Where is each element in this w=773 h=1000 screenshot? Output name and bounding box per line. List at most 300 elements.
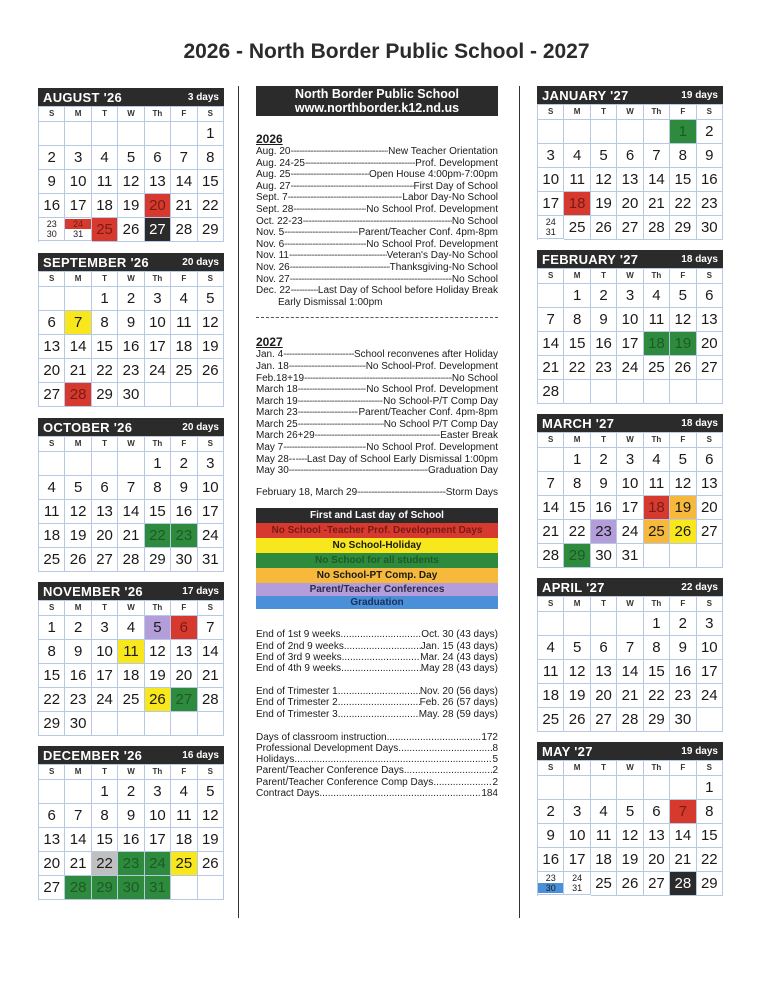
day-cell[interactable]: 28 [171,218,197,242]
day-cell[interactable]: 11 [171,311,197,335]
day-cell[interactable]: 7 [65,311,91,335]
day-cell[interactable]: 9 [538,824,564,848]
day-cell[interactable]: 10 [617,308,643,332]
day-cell[interactable]: 4 [644,284,670,308]
day-cell[interactable]: 30 [65,712,91,736]
day-cell[interactable]: 29 [644,708,670,732]
day-cell[interactable]: 25 [644,520,670,544]
day-cell[interactable]: 2 [118,780,144,804]
day-cell[interactable]: 5 [617,800,643,824]
day-cell[interactable]: 13 [591,660,617,684]
day-cell[interactable]: 9 [670,636,696,660]
day-cell[interactable]: 26 [564,708,590,732]
day-cell[interactable]: 13 [39,828,65,852]
day-cell[interactable]: 18 [644,496,670,520]
day-cell[interactable]: 16 [697,168,723,192]
day-cell[interactable]: 20 [644,848,670,872]
day-cell[interactable]: 24 [145,359,171,383]
day-cell[interactable]: 30 [591,544,617,568]
day-cell[interactable] [65,218,91,241]
day-cell[interactable]: 3 [617,448,643,472]
day-cell[interactable]: 3 [145,780,171,804]
day-cell[interactable]: 7 [538,472,564,496]
day-cell[interactable]: 3 [145,287,171,311]
day-cell[interactable]: 11 [538,660,564,684]
day-cell[interactable]: 14 [65,335,91,359]
day-cell[interactable]: 6 [39,804,65,828]
day-cell[interactable]: 14 [538,496,564,520]
day-cell[interactable]: 1 [92,780,118,804]
day-cell[interactable]: 5 [198,780,224,804]
day-cell[interactable]: 17 [65,194,91,218]
day-cell[interactable]: 27 [92,548,118,572]
day-cell[interactable]: 19 [118,194,144,218]
day-cell[interactable]: 6 [92,476,118,500]
day-cell[interactable]: 27 [145,218,171,242]
day-cell[interactable]: 8 [198,146,224,170]
day-cell[interactable]: 15 [670,168,696,192]
day-cell[interactable]: 23 [591,520,617,544]
day-cell[interactable]: 4 [591,800,617,824]
day-cell[interactable]: 4 [564,144,590,168]
day-cell[interactable]: 30 [118,876,144,900]
day-cell[interactable]: 13 [697,308,723,332]
day-cell[interactable]: 16 [538,848,564,872]
day-cell[interactable]: 19 [670,496,696,520]
day-cell[interactable]: 1 [198,122,224,146]
day-cell[interactable]: 17 [617,496,643,520]
day-cell[interactable]: 1 [145,452,171,476]
day-cell[interactable]: 28 [198,688,224,712]
day-cell[interactable]: 22 [92,359,118,383]
day-cell[interactable]: 15 [145,500,171,524]
day-cell[interactable]: 25 [118,688,144,712]
day-cell[interactable]: 16 [591,496,617,520]
day-cell[interactable]: 21 [538,520,564,544]
day-cell[interactable]: 23 [670,684,696,708]
day-cell[interactable]: 1 [644,612,670,636]
day-cell[interactable]: 27 [644,872,670,896]
day-cell[interactable]: 21 [538,356,564,380]
day-cell[interactable]: 26 [198,852,224,876]
day-cell[interactable]: 8 [670,144,696,168]
day-cell[interactable]: 11 [171,804,197,828]
day-cell[interactable]: 10 [617,472,643,496]
day-cell[interactable]: 28 [65,383,91,407]
day-cell[interactable]: 20 [145,194,171,218]
day-cell[interactable]: 19 [617,848,643,872]
day-cell[interactable]: 19 [564,684,590,708]
day-cell[interactable]: 10 [92,640,118,664]
day-cell[interactable]: 27 [617,216,643,240]
day-cell[interactable]: 23 [118,359,144,383]
day-cell[interactable]: 29 [697,872,723,896]
day-cell[interactable]: 29 [198,218,224,242]
day-cell[interactable]: 7 [171,146,197,170]
day-cell[interactable]: 2 [591,448,617,472]
day-cell[interactable]: 9 [39,170,65,194]
day-cell[interactable]: 29 [39,712,65,736]
day-cell[interactable]: 18 [564,192,590,216]
day-cell[interactable]: 15 [92,335,118,359]
day-cell[interactable]: 3 [538,144,564,168]
day-cell[interactable]: 17 [145,335,171,359]
day-cell[interactable]: 20 [92,524,118,548]
day-cell[interactable]: 27 [39,383,65,407]
day-cell[interactable]: 20 [39,852,65,876]
day-cell[interactable] [564,872,590,895]
day-cell[interactable]: 14 [65,828,91,852]
day-cell[interactable]: 23 [65,688,91,712]
day-cell[interactable]: 1 [564,448,590,472]
day-cell[interactable]: 22 [564,520,590,544]
day-cell[interactable]: 24 [617,356,643,380]
day-cell[interactable]: 26 [670,356,696,380]
day-cell[interactable]: 15 [92,828,118,852]
day-cell[interactable]: 24 [92,688,118,712]
day-cell[interactable]: 28 [617,708,643,732]
day-cell[interactable]: 24 [617,520,643,544]
day-cell[interactable]: 18 [644,332,670,356]
day-cell[interactable]: 5 [591,144,617,168]
day-cell[interactable]: 11 [591,824,617,848]
day-cell[interactable]: 7 [198,616,224,640]
day-cell[interactable]: 6 [697,284,723,308]
day-cell[interactable]: 30 [670,708,696,732]
day-cell[interactable]: 13 [617,168,643,192]
day-cell[interactable]: 17 [538,192,564,216]
day-cell[interactable]: 25 [92,218,118,242]
day-cell[interactable]: 8 [92,804,118,828]
day-cell[interactable]: 10 [65,170,91,194]
day-cell[interactable]: 20 [171,664,197,688]
day-cell[interactable]: 17 [617,332,643,356]
day-cell[interactable]: 16 [591,332,617,356]
day-cell[interactable]: 28 [670,872,696,896]
day-cell[interactable]: 30 [697,216,723,240]
day-cell[interactable]: 2 [591,284,617,308]
day-cell[interactable]: 11 [39,500,65,524]
day-cell[interactable]: 1 [564,284,590,308]
day-cell[interactable]: 8 [564,308,590,332]
day-cell[interactable]: 3 [617,284,643,308]
day-cell[interactable]: 31 [198,548,224,572]
day-cell[interactable]: 25 [171,852,197,876]
day-cell[interactable]: 2 [65,616,91,640]
day-cell[interactable]: 11 [118,640,144,664]
day-cell[interactable]: 21 [198,664,224,688]
day-cell[interactable]: 18 [39,524,65,548]
day-cell[interactable]: 9 [171,476,197,500]
day-cell[interactable]: 18 [118,664,144,688]
day-cell[interactable]: 23 [118,852,144,876]
day-cell[interactable]: 30 [118,383,144,407]
day-cell[interactable]: 1 [92,287,118,311]
day-cell[interactable]: 28 [65,876,91,900]
day-cell[interactable]: 4 [118,616,144,640]
day-cell[interactable]: 9 [118,804,144,828]
day-cell[interactable]: 8 [644,636,670,660]
day-cell[interactable]: 26 [670,520,696,544]
day-cell[interactable]: 5 [564,636,590,660]
day-cell[interactable]: 10 [145,311,171,335]
day-cell[interactable]: 17 [145,828,171,852]
day-cell[interactable]: 4 [171,287,197,311]
day-cell[interactable]: 17 [198,500,224,524]
day-cell[interactable]: 2 [538,800,564,824]
day-cell[interactable]: 25 [564,216,590,240]
day-cell[interactable]: 22 [92,852,118,876]
day-cell[interactable]: 22 [39,688,65,712]
day-cell[interactable]: 22 [644,684,670,708]
day-cell[interactable]: 31 [145,876,171,900]
day-cell[interactable]: 20 [697,496,723,520]
day-cell[interactable]: 2 [39,146,65,170]
school-website[interactable]: www.northborder.k12.nd.us [294,101,460,115]
day-cell[interactable]: 17 [564,848,590,872]
day-cell[interactable]: 2 [171,452,197,476]
day-cell[interactable]: 12 [198,311,224,335]
day-cell[interactable]: 5 [145,616,171,640]
day-cell[interactable]: 21 [670,848,696,872]
day-cell[interactable]: 24 [697,684,723,708]
day-cell[interactable]: 27 [697,520,723,544]
day-cell[interactable]: 19 [198,828,224,852]
day-cell[interactable]: 8 [697,800,723,824]
day-cell[interactable]: 7 [65,804,91,828]
day-cell[interactable]: 3 [92,616,118,640]
day-cell[interactable]: 19 [670,332,696,356]
day-cell[interactable]: 26 [591,216,617,240]
day-cell[interactable]: 16 [670,660,696,684]
day-cell[interactable]: 2 [697,120,723,144]
day-cell[interactable]: 26 [118,218,144,242]
day-cell[interactable]: 15 [198,170,224,194]
day-cell[interactable]: 1 [39,616,65,640]
day-cell[interactable]: 29 [92,876,118,900]
day-cell[interactable]: 3 [198,452,224,476]
day-cell[interactable]: 7 [670,800,696,824]
day-cell[interactable]: 18 [171,335,197,359]
day-cell[interactable]: 6 [39,311,65,335]
day-cell[interactable]: 12 [118,170,144,194]
day-cell[interactable]: 18 [171,828,197,852]
day-cell[interactable]: 2 [118,287,144,311]
day-cell[interactable]: 26 [65,548,91,572]
day-cell[interactable]: 20 [39,359,65,383]
day-cell[interactable]: 5 [670,284,696,308]
day-cell[interactable]: 12 [591,168,617,192]
day-cell[interactable]: 28 [538,380,564,404]
day-cell[interactable]: 8 [92,311,118,335]
day-cell[interactable]: 26 [617,872,643,896]
day-cell[interactable]: 29 [92,383,118,407]
day-cell[interactable]: 7 [118,476,144,500]
day-cell[interactable]: 21 [171,194,197,218]
day-cell[interactable]: 15 [564,332,590,356]
day-cell[interactable]: 12 [617,824,643,848]
day-cell[interactable]: 3 [697,612,723,636]
day-cell[interactable]: 22 [670,192,696,216]
day-cell[interactable]: 18 [92,194,118,218]
day-cell[interactable]: 5 [198,287,224,311]
day-cell[interactable]: 9 [591,308,617,332]
day-cell[interactable]: 21 [65,359,91,383]
day-cell[interactable]: 3 [65,146,91,170]
day-cell[interactable]: 27 [39,876,65,900]
day-cell[interactable]: 15 [644,660,670,684]
day-cell[interactable]: 10 [564,824,590,848]
day-cell[interactable]: 1 [697,776,723,800]
day-cell[interactable]: 10 [145,804,171,828]
day-cell[interactable]: 7 [538,308,564,332]
day-cell[interactable]: 8 [564,472,590,496]
day-cell[interactable]: 22 [697,848,723,872]
day-cell[interactable]: 27 [171,688,197,712]
day-cell[interactable]: 7 [644,144,670,168]
day-cell[interactable]: 22 [198,194,224,218]
day-cell[interactable]: 24 [145,852,171,876]
day-cell[interactable]: 8 [39,640,65,664]
day-cell[interactable]: 9 [118,311,144,335]
day-cell[interactable]: 11 [564,168,590,192]
day-cell[interactable]: 27 [697,356,723,380]
day-cell[interactable]: 12 [670,472,696,496]
day-cell[interactable]: 29 [145,548,171,572]
day-cell[interactable]: 10 [198,476,224,500]
day-cell[interactable]: 9 [591,472,617,496]
day-cell[interactable]: 13 [644,824,670,848]
day-cell[interactable]: 19 [198,335,224,359]
day-cell[interactable]: 13 [92,500,118,524]
day-cell[interactable]: 5 [118,146,144,170]
day-cell[interactable]: 11 [644,472,670,496]
day-cell[interactable]: 5 [670,448,696,472]
day-cell[interactable]: 30 [171,548,197,572]
day-cell[interactable]: 14 [198,640,224,664]
day-cell[interactable]: 25 [39,548,65,572]
day-cell[interactable]: 11 [644,308,670,332]
day-cell[interactable]: 1 [670,120,696,144]
day-cell[interactable]: 14 [118,500,144,524]
day-cell[interactable]: 18 [538,684,564,708]
day-cell[interactable]: 6 [697,448,723,472]
day-cell[interactable]: 20 [591,684,617,708]
day-cell[interactable]: 9 [65,640,91,664]
day-cell[interactable]: 6 [617,144,643,168]
day-cell[interactable]: 31 [617,544,643,568]
day-cell[interactable]: 11 [92,170,118,194]
day-cell[interactable]: 12 [198,804,224,828]
day-cell[interactable]: 13 [171,640,197,664]
day-cell[interactable] [39,218,65,241]
day-cell[interactable]: 15 [564,496,590,520]
day-cell[interactable]: 25 [644,356,670,380]
day-cell[interactable]: 3 [564,800,590,824]
day-cell[interactable]: 12 [145,640,171,664]
day-cell[interactable]: 29 [564,544,590,568]
day-cell[interactable]: 29 [670,216,696,240]
day-cell[interactable]: 28 [118,548,144,572]
day-cell[interactable]: 16 [171,500,197,524]
day-cell[interactable]: 14 [670,824,696,848]
day-cell[interactable]: 26 [198,359,224,383]
day-cell[interactable]: 23 [591,356,617,380]
day-cell[interactable]: 16 [65,664,91,688]
day-cell[interactable]: 6 [644,800,670,824]
day-cell[interactable]: 19 [145,664,171,688]
day-cell[interactable]: 13 [697,472,723,496]
day-cell[interactable]: 4 [644,448,670,472]
day-cell[interactable]: 25 [591,872,617,896]
day-cell[interactable]: 10 [538,168,564,192]
day-cell[interactable]: 25 [538,708,564,732]
day-cell[interactable]: 26 [145,688,171,712]
day-cell[interactable]: 6 [171,616,197,640]
day-cell[interactable]: 13 [145,170,171,194]
day-cell[interactable]: 21 [644,192,670,216]
day-cell[interactable]: 6 [591,636,617,660]
day-cell[interactable]: 19 [591,192,617,216]
day-cell[interactable]: 16 [39,194,65,218]
day-cell[interactable]: 12 [564,660,590,684]
day-cell[interactable]: 14 [538,332,564,356]
day-cell[interactable]: 4 [92,146,118,170]
day-cell[interactable]: 12 [65,500,91,524]
day-cell[interactable]: 16 [118,335,144,359]
day-cell[interactable]: 28 [644,216,670,240]
day-cell[interactable]: 9 [697,144,723,168]
day-cell[interactable]: 8 [145,476,171,500]
day-cell[interactable]: 25 [171,359,197,383]
day-cell[interactable]: 17 [92,664,118,688]
day-cell[interactable]: 23 [171,524,197,548]
day-cell[interactable]: 24 [198,524,224,548]
day-cell[interactable] [538,216,564,239]
day-cell[interactable]: 4 [171,780,197,804]
day-cell[interactable]: 13 [39,335,65,359]
day-cell[interactable]: 14 [617,660,643,684]
day-cell[interactable]: 2 [670,612,696,636]
day-cell[interactable]: 22 [145,524,171,548]
day-cell[interactable]: 18 [591,848,617,872]
day-cell[interactable]: 5 [65,476,91,500]
day-cell[interactable]: 14 [644,168,670,192]
day-cell[interactable]: 10 [697,636,723,660]
day-cell[interactable]: 17 [697,660,723,684]
day-cell[interactable]: 14 [171,170,197,194]
day-cell[interactable]: 20 [617,192,643,216]
day-cell[interactable]: 20 [697,332,723,356]
day-cell[interactable] [538,872,564,895]
day-cell[interactable]: 4 [538,636,564,660]
day-cell[interactable]: 27 [591,708,617,732]
day-cell[interactable]: 4 [39,476,65,500]
day-cell[interactable]: 21 [65,852,91,876]
day-cell[interactable]: 28 [538,544,564,568]
day-cell[interactable]: 6 [145,146,171,170]
day-cell[interactable]: 15 [39,664,65,688]
day-cell[interactable]: 21 [118,524,144,548]
day-cell[interactable]: 19 [65,524,91,548]
day-cell[interactable]: 12 [670,308,696,332]
day-cell[interactable]: 15 [697,824,723,848]
day-cell[interactable]: 21 [617,684,643,708]
day-cell[interactable]: 16 [118,828,144,852]
day-cell[interactable]: 23 [697,192,723,216]
day-cell[interactable]: 22 [564,356,590,380]
day-cell[interactable]: 7 [617,636,643,660]
